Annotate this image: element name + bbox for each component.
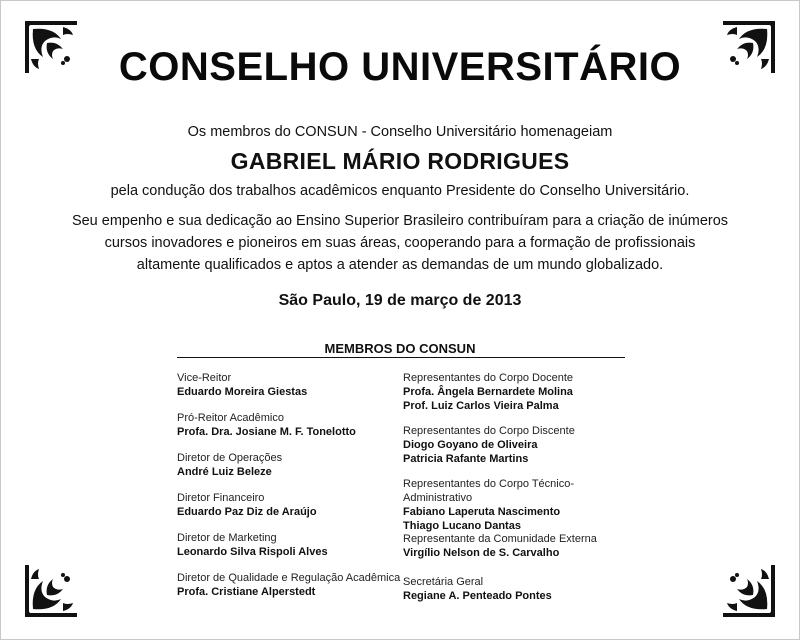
- honoree-name: GABRIEL MÁRIO RODRIGUES: [230, 148, 570, 174]
- member-name: Diogo Goyano de Oliveira: [403, 439, 538, 451]
- member-name: Eduardo Paz Diz de Araújo: [177, 506, 317, 518]
- tribute-line: cursos inovadores e pioneiros em suas áreas, cooperando para a formação de profissionais: [104, 235, 696, 251]
- member-name: Thiago Lucano Dantas: [403, 520, 521, 532]
- member-name: Patricia Rafante Martins: [403, 453, 529, 465]
- member-name: Profa. Dra. Josiane M. F. Tonelotto: [177, 426, 356, 438]
- member-group: [177, 531, 407, 571]
- tribute-paragraph: [61, 210, 739, 276]
- member-role: Representantes do Corpo Discente: [403, 425, 575, 437]
- members-heading: MEMBROS DO CONSUN: [324, 341, 476, 356]
- reason-text: pela condução dos trabalhos acadêmicos enquanto Presidente do Conselho Universitário.: [110, 183, 690, 199]
- member-role: Representantes do Corpo Docente: [403, 372, 573, 384]
- member-role: Vice-Reitor: [177, 372, 232, 384]
- corner-ornament-icon: [23, 563, 79, 619]
- member-role: Pró-Reitor Acadêmico: [177, 412, 284, 424]
- member-role: Diretor de Operações: [177, 452, 283, 464]
- member-role: Representantes do Corpo Técnico-Administrativo: [403, 478, 575, 504]
- members-left-column: [177, 371, 407, 611]
- member-group: [403, 424, 633, 477]
- member-role: Representante da Comunidade Externa: [403, 533, 597, 545]
- member-group: [403, 371, 633, 424]
- member-group: [177, 371, 407, 411]
- member-role: Diretor Financeiro: [177, 492, 265, 504]
- member-name: Regiane A. Penteado Pontes: [403, 590, 552, 602]
- member-role: Secretária Geral: [403, 576, 484, 588]
- corner-ornament-icon: [721, 563, 777, 619]
- member-group: [403, 477, 633, 532]
- member-name: Prof. Luiz Carlos Vieira Palma: [403, 400, 559, 412]
- member-role: Diretor de Marketing: [177, 532, 277, 544]
- member-group: [177, 491, 407, 531]
- intro-text: Os membros do CONSUN - Conselho Universitário homenageiam: [187, 124, 613, 140]
- member-role: Diretor de Qualidade e Regulação Acadêmica: [177, 572, 401, 584]
- member-group: [403, 575, 633, 605]
- member-name: Eduardo Moreira Giestas: [177, 386, 308, 398]
- member-group: [403, 532, 633, 575]
- tribute-line: Seu empenho e sua dedicação ao Ensino Superior Brasileiro contribuíram para a criação de inúmeros: [71, 213, 729, 229]
- member-group: [177, 451, 407, 491]
- tribute-line: altamente qualificados e aptos a atender as demandas de um mundo globalizado.: [136, 257, 664, 273]
- page-title: CONSELHO UNIVERSITÁRIO: [118, 45, 682, 89]
- member-name: Profa. Cristiane Alperstedt: [177, 586, 316, 598]
- place-and-date: São Paulo, 19 de março de 2013: [278, 292, 522, 309]
- member-name: Leonardo Silva Rispoli Alves: [177, 546, 328, 558]
- member-name: Profa. Ângela Bernardete Molina: [403, 386, 573, 398]
- members-divider: [177, 357, 625, 358]
- member-group: [177, 571, 407, 611]
- member-name: Fabiano Laperuta Nascimento: [403, 506, 561, 518]
- member-name: André Luiz Beleze: [177, 466, 272, 478]
- member-group: [177, 411, 407, 451]
- member-name: Virgílio Nelson de S. Carvalho: [403, 547, 560, 559]
- members-right-column: [403, 371, 633, 605]
